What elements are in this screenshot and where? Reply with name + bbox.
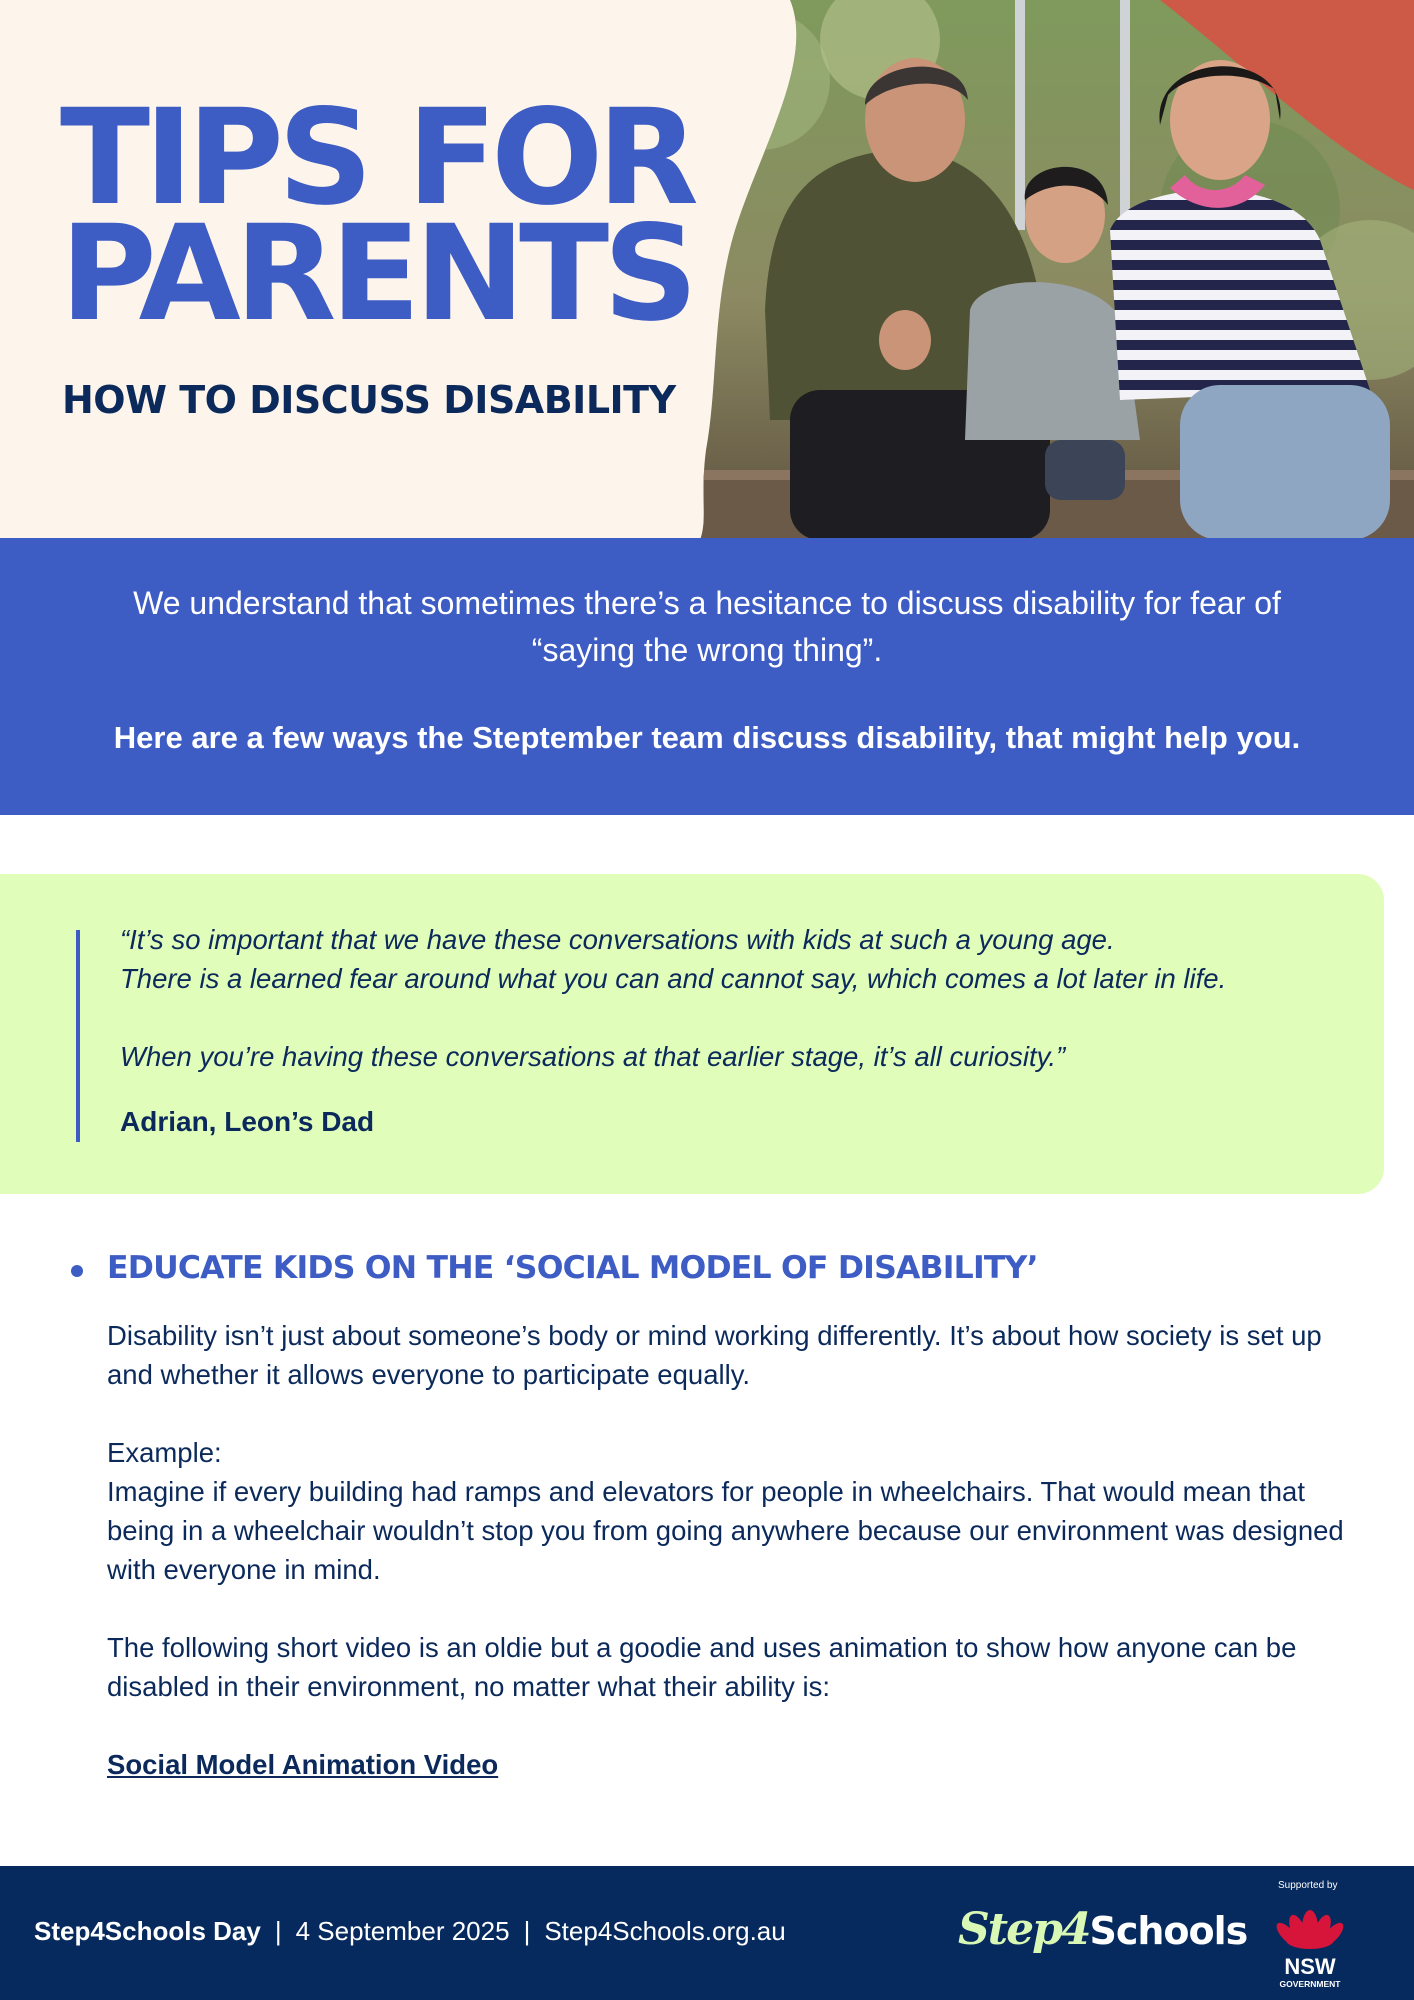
page-subtitle: HOW TO DISCUSS DISABILITY bbox=[62, 378, 676, 422]
quote-author: Adrian, Leon’s Dad bbox=[120, 1106, 375, 1137]
intro-text: We understand that sometimes there’s a hesitance to discuss disability for fear of “saying the wrong thing”. bbox=[133, 585, 1281, 668]
step4schools-logo bbox=[958, 1904, 1247, 1955]
nsw-logo-text: NSW bbox=[1284, 1954, 1336, 1979]
footer-separator: | bbox=[274, 1916, 282, 1946]
footer-event-date: 4 September 2025 bbox=[295, 1916, 510, 1946]
footer-separator: | bbox=[523, 1916, 531, 1946]
video-intro-text: The following short video is an oldie but a goodie and uses animation to show how anyone can be disabled in their environment, no matter what their ability is: bbox=[107, 1632, 1297, 1702]
footer bbox=[0, 1866, 1414, 2000]
quote-card bbox=[0, 874, 1384, 1194]
tip-paragraph: Disability isn’t just about someone’s body or mind working differently. It’s about how society is set up and whether it allows everyone to participate equally. bbox=[107, 1320, 1322, 1390]
government-logo-text: GOVERNMENT bbox=[1279, 1979, 1341, 1989]
intro-highlight: Here are a few ways the Steptember team discuss disability, that might help you. bbox=[113, 720, 1301, 755]
social-model-video-link[interactable]: Social Model Animation Video bbox=[107, 1749, 499, 1780]
example-text: Imagine if every building had ramps and elevators for people in wheelchairs. That would mean that being in a wheelchair wouldn’t stop you from going anywhere because our environment was designed with everyone in mind. bbox=[107, 1476, 1344, 1585]
footer-event-name: Step4Schools Day bbox=[34, 1916, 261, 1946]
footer-website-link[interactable]: Step4Schools.org.au bbox=[544, 1916, 786, 1946]
page-title-line-1: TIPS FOR bbox=[60, 81, 693, 235]
page-title-line-2: PARENTS bbox=[60, 197, 693, 351]
logo-step4-text: Step4 bbox=[958, 1904, 1090, 1955]
nsw-waratah-icon bbox=[1273, 1910, 1347, 1949]
intro-band bbox=[0, 538, 1414, 815]
footer-event-info bbox=[34, 1916, 786, 1947]
hero-section bbox=[0, 0, 1414, 540]
tip-heading: EDUCATE KIDS ON THE ‘SOCIAL MODEL OF DISABILITY’ bbox=[107, 1250, 1038, 1286]
page-title bbox=[60, 81, 693, 351]
quote-text: “It’s so important that we have these conversations with kids at such a young age. There is a learned fear around what you can and cannot say, which comes a lot later in life. When you’re having these conversations at that earlier stage, it’s all curiosity.” bbox=[120, 924, 1227, 1072]
quote-accent-bar bbox=[76, 930, 80, 1142]
logo-schools-text: Schools bbox=[1089, 1909, 1248, 1953]
bullet-icon bbox=[71, 1265, 83, 1277]
example-label: Example: bbox=[107, 1437, 222, 1468]
nsw-government-logo bbox=[1270, 1896, 1350, 1992]
tip-body bbox=[107, 1316, 1367, 1784]
supported-by-label: Supported by bbox=[1278, 1880, 1338, 1891]
